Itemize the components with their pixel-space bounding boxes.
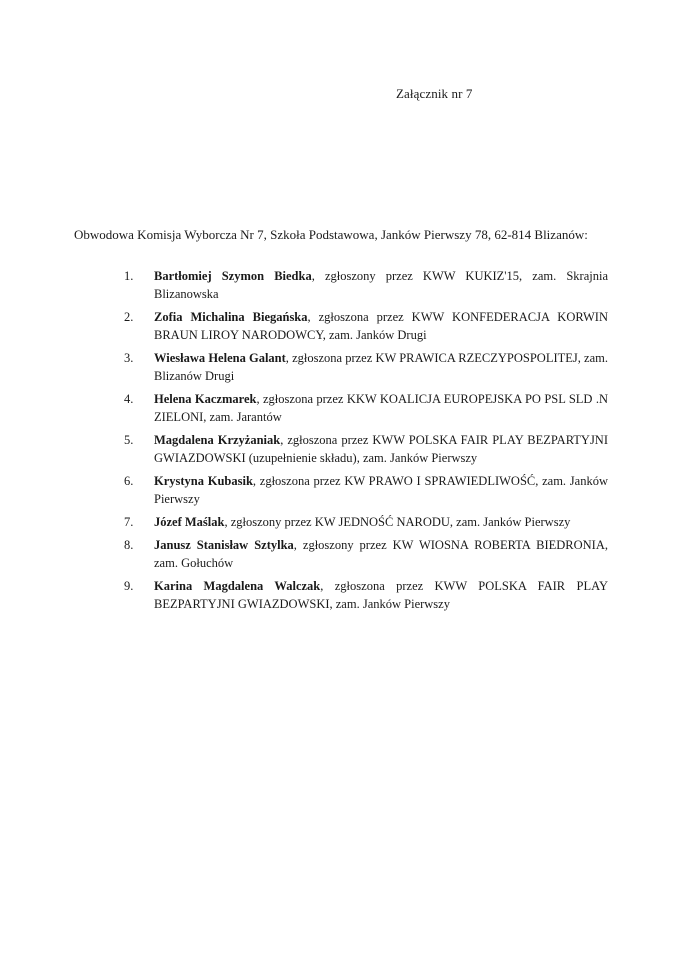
- list-item: [124, 536, 608, 572]
- list-item: [124, 431, 608, 467]
- list-item-text: [154, 349, 608, 385]
- list-item-number: 3.: [124, 351, 134, 365]
- list-item-number: 5.: [124, 433, 134, 447]
- member-name: Zofia Michalina Biegańska: [154, 310, 308, 324]
- list-item-number: 7.: [124, 515, 134, 529]
- list-item-text: [154, 308, 608, 344]
- list-item-text: [154, 431, 608, 467]
- attachment-label: Załącznik nr 7: [396, 86, 473, 101]
- member-name: Magdalena Krzyżaniak: [154, 433, 281, 447]
- member-name: Krystyna Kubasik: [154, 474, 253, 488]
- list-item-number: 9.: [124, 579, 134, 593]
- member-name: Helena Kaczmarek: [154, 392, 257, 406]
- list-item-number: 4.: [124, 392, 134, 406]
- list-item-number: 2.: [124, 310, 134, 324]
- list-item-number: 1.: [124, 269, 134, 283]
- list-item: [124, 390, 608, 426]
- member-details: , zgłoszona przez KW PRAWICA RZECZYPOSPOLITEJ, zam. Blizanów Drugi: [154, 351, 608, 383]
- list-item: [124, 472, 608, 508]
- list-item-text: [154, 472, 608, 508]
- list-item-text: [154, 267, 608, 303]
- list-item-text: [154, 577, 608, 613]
- member-name: Bartłomiej Szymon Biedka: [154, 269, 312, 283]
- member-name: Wiesława Helena Galant: [154, 351, 286, 365]
- list-item-text: [154, 390, 608, 426]
- member-details: , zgłoszony przez KWW KUKIZ'15, zam. Skrajnia Blizanowska: [154, 269, 608, 301]
- list-item-number: 6.: [124, 474, 134, 488]
- list-item-text: [154, 536, 608, 572]
- commission-header: Obwodowa Komisja Wyborcza Nr 7, Szkoła Podstawowa, Janków Pierwszy 78, 62-814 Blizanów:: [74, 227, 588, 242]
- list-item: [124, 308, 608, 344]
- list-item: [124, 267, 608, 303]
- list-item-number: 8.: [124, 538, 134, 552]
- list-item: [124, 513, 608, 531]
- member-name: Józef Maślak: [154, 515, 225, 529]
- member-name: Janusz Stanisław Sztylka: [154, 538, 294, 552]
- member-details: , zgłoszona przez KWW POLSKA FAIR PLAY BEZPARTYJNI GWIAZDOWSKI, zam. Janków Pierwszy: [154, 579, 608, 611]
- member-details: , zgłoszony przez KW JEDNOŚĆ NARODU, zam. Janków Pierwszy: [224, 515, 571, 529]
- member-name: Karina Magdalena Walczak: [154, 579, 321, 593]
- list-item: [124, 577, 608, 613]
- member-details: , zgłoszona przez KWW KONFEDERACJA KORWIN BRAUN LIROY NARODOWCY, zam. Janków Drugi: [154, 310, 608, 342]
- member-details: , zgłoszona przez KW PRAWO I SPRAWIEDLIWOŚĆ, zam. Janków Pierwszy: [154, 474, 608, 506]
- list-item: [124, 349, 608, 385]
- member-details: , zgłoszona przez KWW POLSKA FAIR PLAY BEZPARTYJNI GWIAZDOWSKI (uzupełnienie składu), zam. Janków Pierwszy: [154, 433, 608, 465]
- list-item-text: [154, 513, 608, 531]
- members-list: [124, 267, 608, 618]
- member-details: , zgłoszony przez KW WIOSNA ROBERTA BIEDRONIA, zam. Gołuchów: [154, 538, 608, 570]
- member-details: , zgłoszona przez KKW KOALICJA EUROPEJSKA PO PSL SLD .N ZIELONI, zam. Jarantów: [154, 392, 608, 424]
